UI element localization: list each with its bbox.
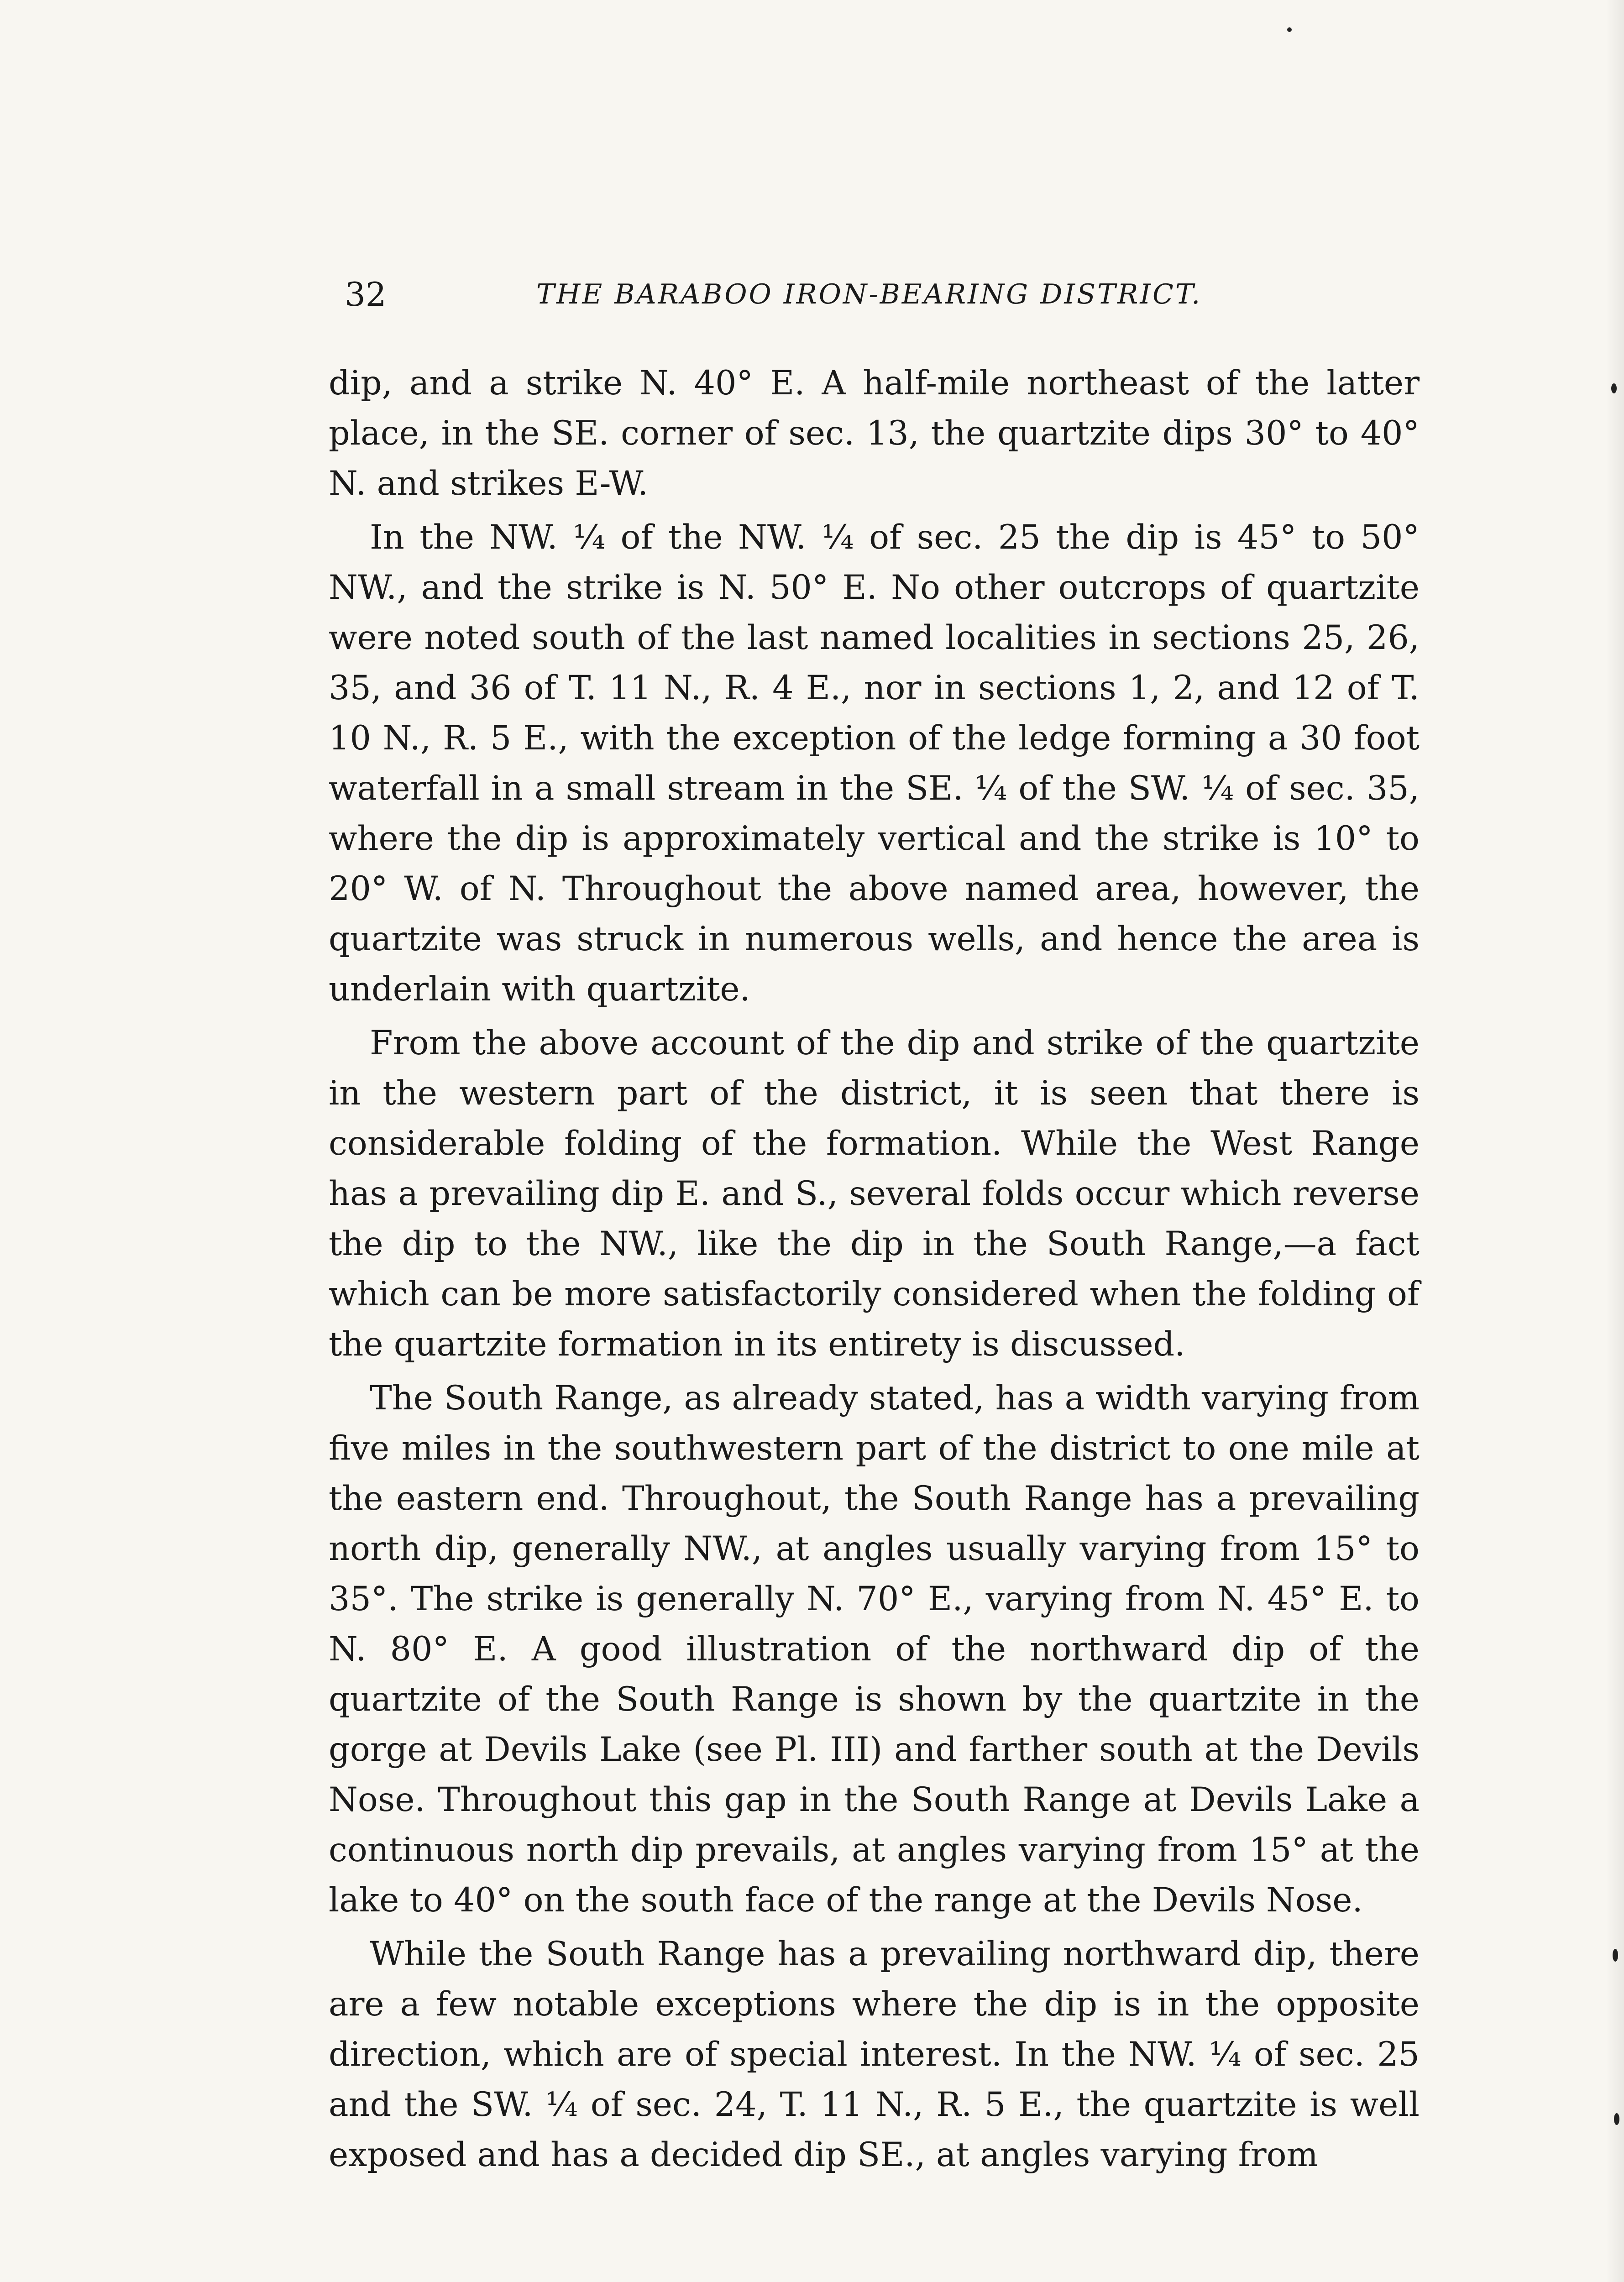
paragraph-continued: dip, and a strike N. 40° E. A half-mile northeast of the latter place, in the SE. corner of sec. 13, the quartzite dips 30° to 40° N. and strikes E-W. [329,364,1420,503]
paragraph: While the South Range has a prevailing northward dip, there are a few notable exceptions where the dip is in the opposite direction, which are of special interest. In the NW. ¼ of sec. 25 and the SW. ¼ of sec. 24, T. 11 N., R. 5 E., the quartzite is well exposed and has a decided dip SE., at angles varying from [329,1935,1420,2174]
scan-edge-shadow [1606,0,1624,2282]
body-text [329,358,1420,2184]
page-header [345,274,1257,315]
running-title: THE BARABOO IRON-BEARING DISTRICT. [536,278,1202,310]
paragraph: In the NW. ¼ of the NW. ¼ of sec. 25 the dip is 45° to 50° NW., and the strike is N. 50° E. No other outcrops of quartzite were noted south of the last named localities in sections 25, 26, 35, and 36 of T. 11 N., R. 4 E., nor in sections 1, 2, and 12 of T. 10 N., R. 5 E., with the exception of the ledge forming a 30 foot waterfall in a small stream in the SE. ¼ of the SW. ¼ of sec. 35, where the dip is approximately vertical and the strike is 10° to 20° W. of N. Throughout the above named area, however, the quartzite was struck in numerous wells, and hence the area is underlain with quartzite. [329,518,1420,1009]
scan-speck [1287,27,1292,32]
paragraph: From the above account of the dip and strike of the quartzite in the western part of the district, it is seen that there is considerable folding of the formation. While the West Range has a prevailing dip E. and S., several folds occur which reverse the dip to the NW., like the dip in the South Range,—a fact which can be more satisfactorily considered when the folding of the quartzite formation in its entirety is discussed. [329,1024,1420,1364]
page-number: 32 [345,275,387,314]
paragraph: The South Range, as already stated, has a width varying from five miles in the southwestern part of the district to one mile at the eastern end. Throughout, the South Range has a prevailing north dip, generally NW., at angles usually varying from 15° to 35°. The strike is generally N. 70° E., varying from N. 45° E. to N. 80° E. A good illustration of the northward dip of the quartzite of the South Range is shown by the quartzite in the gorge at Devils Lake (see Pl. III) and farther south at the Devils Nose. Throughout this gap in the South Range at Devils Lake a continuous north dip prevails, at angles varying from 15° at the lake to 40° on the south face of the range at the Devils Nose. [329,1379,1420,1920]
